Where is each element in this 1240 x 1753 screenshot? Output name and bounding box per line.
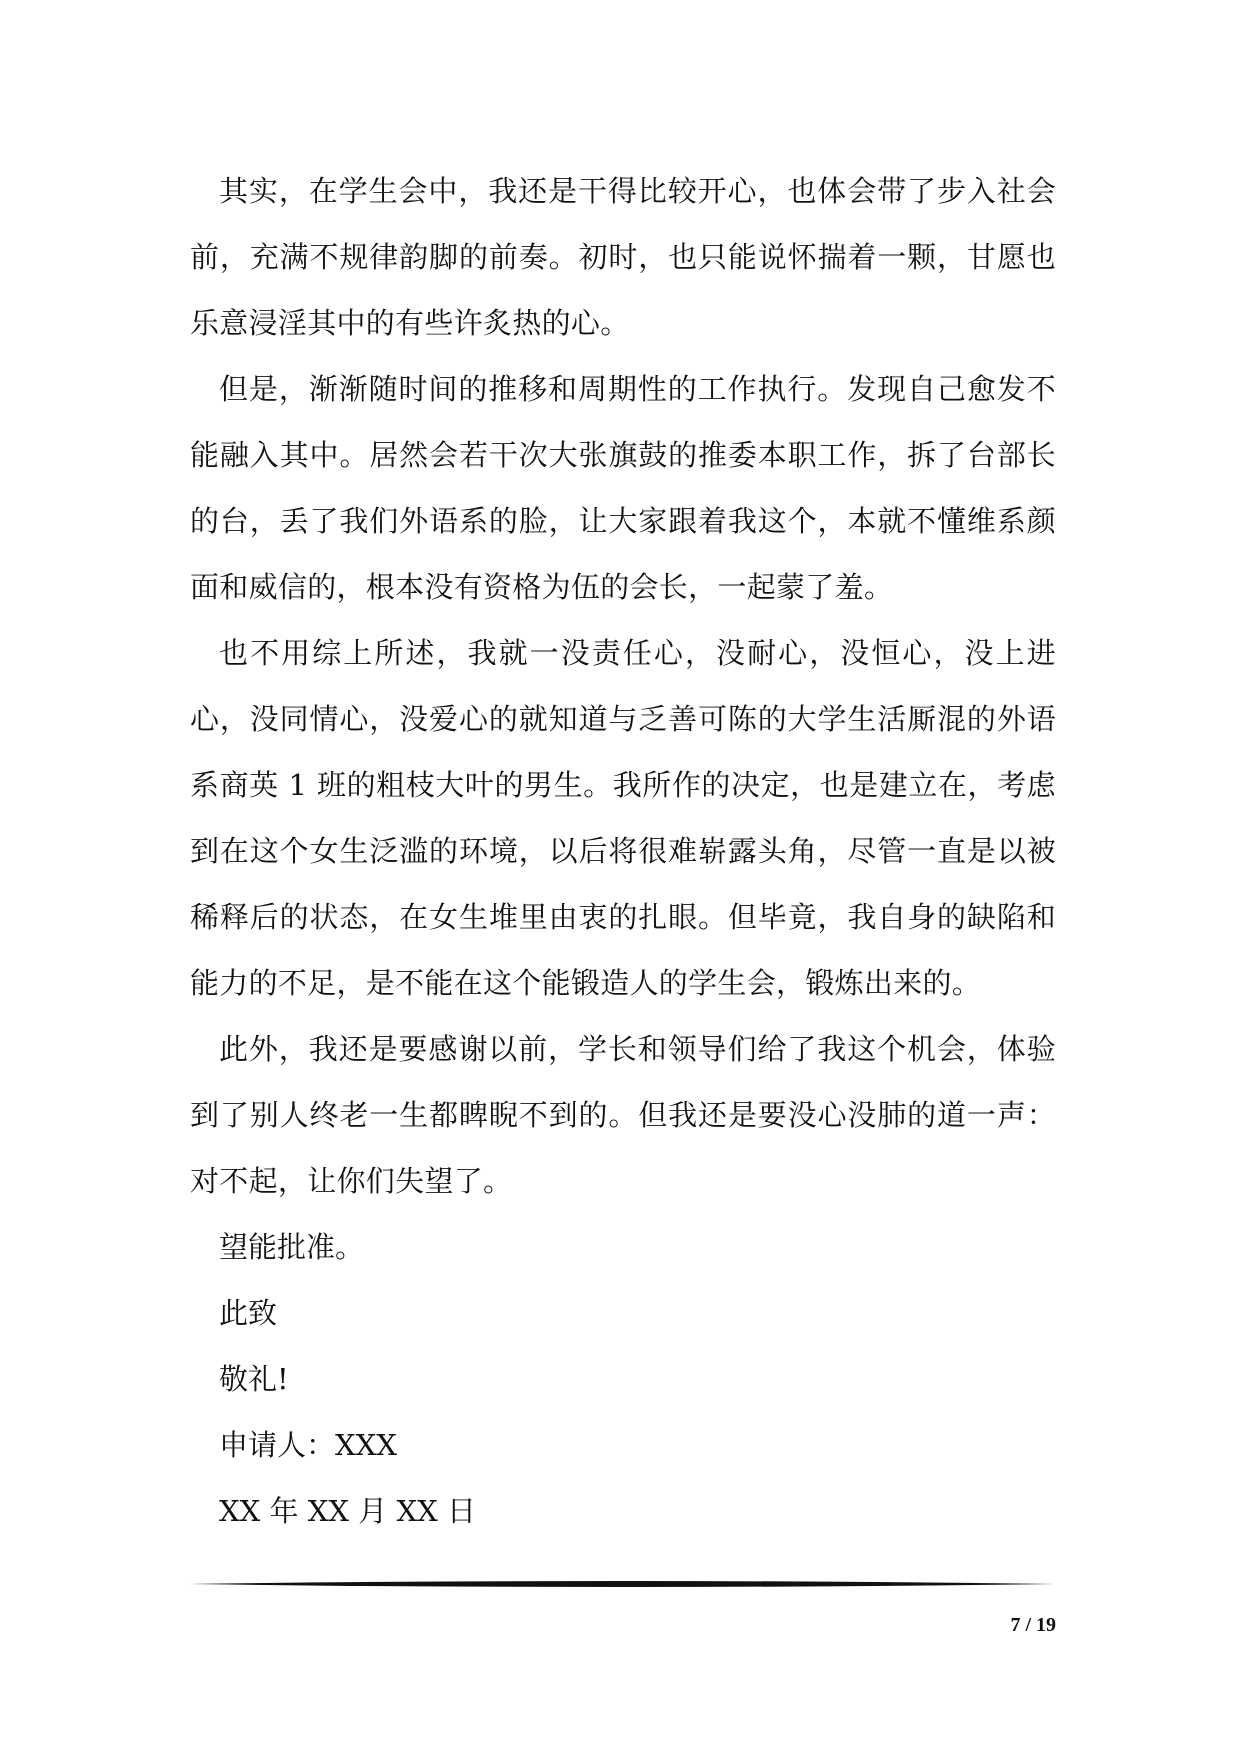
paragraph-4: 此外，我还是要感谢以前，学长和领导们给了我这个机会，体验到了别人终老一生都睥睨不到的。但我还是要没心没肺的道一声：对不起，让你们失望了。 [190, 1032, 1056, 1198]
letter-body [190, 158, 1056, 1544]
paragraph-2: 但是，渐渐随时间的推移和周期性的工作执行。发现自己愈发不能融入其中。居然会若干次大张旗鼓的推委本职工作，拆了台部长的台，丢了我们外语系的脸，让大家跟着我这个，本就不懂维系颜面和威信的，根本没有资格为伍的会长，一起蒙了羞。 [190, 372, 1056, 604]
salutation-line-2: 敬礼! [219, 1362, 289, 1396]
request-line: 望能批准。 [219, 1230, 365, 1264]
footer-divider [190, 1578, 1056, 1590]
paragraph-1: 其实，在学生会中，我还是干得比较开心，也体会带了步入社会前，充满不规律韵脚的前奏。初时，也只能说怀揣着一颗，甘愿也乐意浸淫其中的有些许炙热的心。 [190, 174, 1056, 340]
page-number: 7 / 19 [1010, 1614, 1056, 1636]
salutation-line-1: 此致 [219, 1296, 278, 1330]
paragraph-3: 也不用综上所述，我就一没责任心，没耐心，没恒心，没上进心，没同情心，没爱心的就知道与乏善可陈的大学生活厮混的外语系商英 1 班的粗枝大叶的男生。我所作的决定，也是建立在，考虑到在这个女生泛滥的环境，以后将很难崭露头角，尽管一直是以被稀释后的状态，在女生堆里由衷的扎眼。但毕竟，我自身的缺陷和能力的不足，是不能在这个能锻造人的学生会，锻炼出来的。 [190, 636, 1056, 1000]
date-line: XX 年 XX 月 XX 日 [219, 1494, 476, 1528]
applicant-line: 申请人：XXX [219, 1428, 397, 1462]
